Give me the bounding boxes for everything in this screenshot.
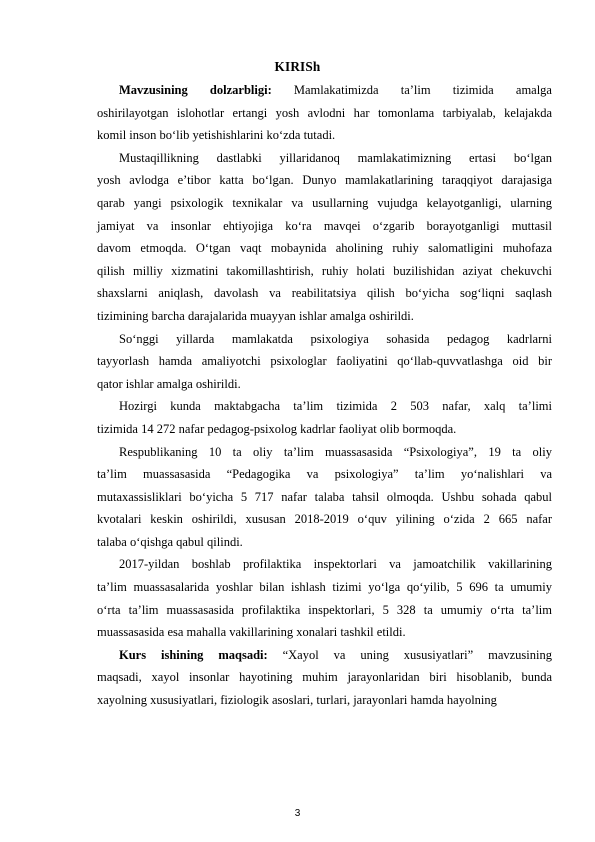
- paragraph-line: 2017-yildan boshlab profilaktika inspektorlari va jamoatchilik vakillarining: [119, 557, 552, 572]
- paragraph: [97, 328, 552, 396]
- line-text: Mamlakatimizda ta’lim tizimida amalga: [271, 83, 552, 97]
- paragraph: [97, 147, 552, 328]
- paragraph-lead: Kurs ishining maqsadi:: [119, 647, 268, 662]
- paragraph: [97, 644, 552, 712]
- paragraph-line: So‘nggi yillarda mamlakatda psixologiya sohasida pedagog kadrlarni: [119, 331, 552, 346]
- paragraph-line: tayyorlash hamda amaliyotchi psixologlar faoliyatini qo‘llab-quvvatlashga oid bir: [97, 354, 552, 369]
- paragraph-line: talaba o‘qishga qabul qilindi.: [97, 534, 243, 549]
- line-text: “Xayol va uning xususiyatlari” mavzusining: [267, 647, 552, 662]
- paragraph-line: yosh avlodga e’tibor katta bo‘lgan. Dunyo mamlakatlarining taraqqiyot darajasiga: [97, 173, 552, 188]
- paragraph-line: Respublikaning 10 ta oliy ta’lim muassasasida “Psixologiya”, 19 ta oliy: [119, 444, 552, 459]
- paragraph-line: Mustaqillikning dastlabki yillaridanoq mamlakatimizning ertasi bo‘lgan: [119, 150, 552, 165]
- paragraph-line: davom etmoqda. O‘tgan vaqt mobaynida aholining ruhiy salomatligini muhofaza: [97, 241, 552, 256]
- paragraph-line: kvotalari keskin oshirildi, xususan 2018-2019 o‘quv yilining o‘zida 2 665 nafar: [97, 512, 552, 527]
- paragraph-line: maqsadi, xayol insonlar hayotining muhim jarayonlaridan biri hisoblanib, bunda: [97, 670, 552, 685]
- paragraph-line: qilish milliy xizmatini takomillashtirish, ruhiy holati buzilishidan aziyat chekuvchi: [97, 263, 552, 278]
- paragraph-line: jamiyat va insonlar ehtiyojiga ko‘ra mavqei o‘zgarib borayotganligi muttasil: [97, 218, 552, 233]
- paragraph-line: ta’lim muassasalarida yoshlar bilan ishlash tizimi yo‘lga qo‘yilib, 5 696 ta umumiy: [97, 580, 552, 595]
- paragraph-line: Hozirgi kunda maktabgacha ta’lim tizimida 2 503 nafar, xalq ta’limi: [119, 399, 552, 414]
- paragraph-line: qarab yangi psixologik texnikalar va usullarning vujudga kelayotganligi, ularning: [97, 195, 552, 210]
- paragraph: [97, 395, 552, 440]
- paragraph-line: shaxslarni aniqlash, davolash va reabilitatsiya qilish bo‘yicha sog‘liqni saqlash: [97, 286, 552, 301]
- paragraph-line: ta’lim muassasasida “Pedagogika va psixologiya” ta’lim yo‘nalishlari va: [97, 467, 552, 482]
- paragraph-line: o‘rta ta’lim muassasasida profilaktika inspektorlari, 5 328 ta umumiy o‘rta ta’lim: [97, 602, 552, 617]
- paragraph-line: mutaxassisliklari bo‘yicha 5 717 nafar talaba tahsil olmoqda. Ushbu sohada qabul: [97, 489, 552, 504]
- page-number: 3: [294, 808, 301, 819]
- paragraph-line: [119, 79, 552, 102]
- paragraph: [97, 553, 552, 643]
- paragraph-lead: Mavzusining dolzarbligi:: [119, 83, 272, 97]
- page-title: KIRISh: [274, 59, 321, 74]
- paragraph-line: qator ishlar amalga oshirildi.: [97, 376, 241, 391]
- paragraph-line: komil inson bo‘lib yetishishlarini ko‘zda tutadi.: [97, 128, 336, 143]
- paragraph: [97, 79, 552, 147]
- paragraph-line: tizimida 14 272 nafar pedagog-psixolog kadrlar faoliyat olib bormoqda.: [97, 421, 457, 436]
- paragraph-line: oshirilayotgan islohotlar ertangi yosh avlodni har tomonlama tarbiyalab, kelajakda: [97, 105, 552, 120]
- paragraph-line: [119, 644, 552, 667]
- document-body: [97, 79, 552, 712]
- paragraph-line: xayolning xususiyatlari, fiziologik asoslari, turlari, jarayonlari hamda hayolning: [97, 693, 497, 708]
- paragraph: [97, 441, 552, 554]
- paragraph-line: tizimining barcha darajalarida muayyan ishlar amalga oshirildi.: [97, 308, 414, 323]
- paragraph-line: muassasasida esa mahalla vakillarining xonalari tashkil etildi.: [97, 625, 406, 640]
